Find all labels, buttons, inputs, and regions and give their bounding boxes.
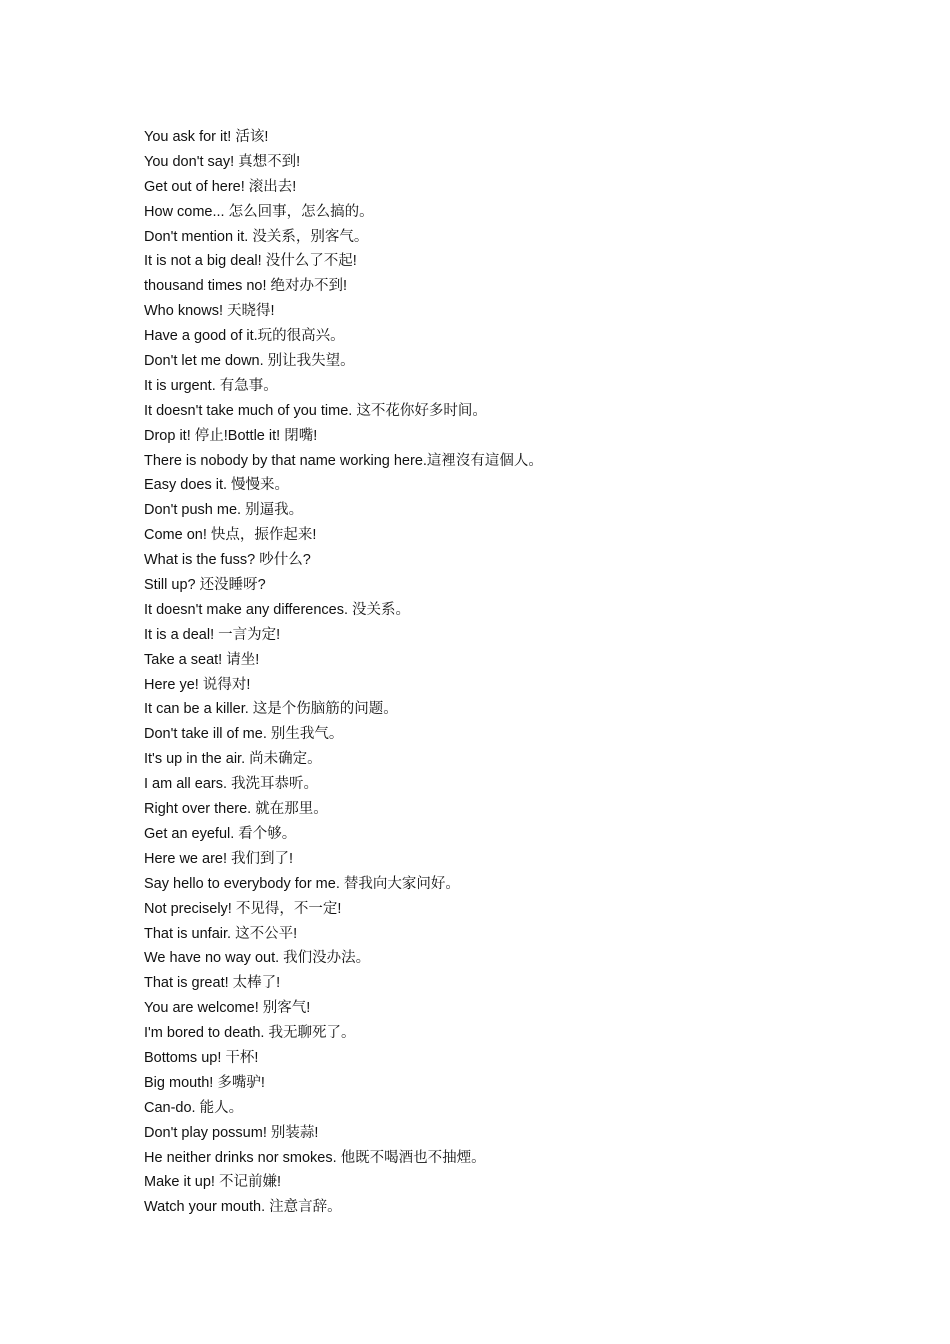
phrase-line: Drop it! 停止!Bottle it! 閉嘴!	[144, 427, 318, 444]
phrase-line: It doesn't take much of you time. 这不花你好多时间。	[144, 402, 487, 419]
phrase-line: Have a good of it.玩的很高兴。	[144, 328, 345, 345]
phrase-line: Take a seat! 请坐!	[144, 651, 260, 668]
phrase-line: It can be a killer. 这是个伤脑筋的问题。	[144, 701, 398, 718]
phrase-line: Here we are! 我们到了!	[144, 850, 294, 867]
phrase-line: You are welcome! 别客气!	[144, 1000, 311, 1017]
phrase-line: Big mouth! 多嘴驴!	[144, 1074, 265, 1091]
phrase-line: Can-do. 能人。	[144, 1099, 244, 1116]
phrase-line: Bottoms up! 干杯!	[144, 1049, 259, 1066]
phrase-line: Don't take ill of me. 别生我气。	[144, 726, 344, 743]
phrase-line: I'm bored to death. 我无聊死了。	[144, 1025, 356, 1042]
phrase-line: Come on! 快点，振作起来!	[144, 527, 317, 544]
phrase-line: How come... 怎么回事，怎么搞的。	[144, 203, 374, 220]
phrase-line: Don't push me. 别逼我。	[144, 502, 304, 519]
phrase-line: Right over there. 就在那里。	[144, 801, 328, 818]
phrase-line: It is not a big deal! 没什么了不起!	[144, 253, 357, 270]
phrase-line: That is great! 太棒了!	[144, 975, 281, 992]
phrase-line: He neither drinks nor smokes. 他既不喝酒也不抽煙。	[144, 1149, 486, 1166]
phrase-line: I am all ears. 我洗耳恭听。	[144, 776, 319, 793]
phrase-line: Watch your mouth. 注意言辞。	[144, 1199, 342, 1216]
phrase-line: thousand times no! 绝对办不到!	[144, 278, 348, 295]
phrase-line: It doesn't make any differences. 没关系。	[144, 601, 411, 618]
phrase-line: It is urgent. 有急事。	[144, 377, 278, 394]
phrase-line: Not precisely! 不见得，不一定!	[144, 900, 342, 917]
phrase-line: We have no way out. 我们没办法。	[144, 950, 371, 967]
phrase-line: Get out of here! 滚出去!	[144, 178, 297, 195]
phrase-line: Don't play possum! 别装蒜!	[144, 1124, 319, 1141]
phrase-line: Still up? 还没睡呀?	[144, 577, 266, 594]
phrase-line: Make it up! 不记前嫌!	[144, 1174, 281, 1191]
phrase-line: It is a deal! 一言为定!	[144, 626, 281, 643]
phrase-line: Here ye! 说得对!	[144, 676, 251, 693]
phrase-line: You don't say! 真想不到!	[144, 153, 301, 170]
phrase-line: It's up in the air. 尚未确定。	[144, 751, 322, 768]
phrase-line: Easy does it. 慢慢来。	[144, 477, 290, 494]
phrase-line: That is unfair. 这不公平!	[144, 925, 298, 942]
phrase-list	[144, 126, 543, 1221]
phrase-line: There is nobody by that name working here.這裡沒有這個人。	[144, 452, 543, 469]
phrase-line: Don't let me down. 别让我失望。	[144, 353, 355, 370]
phrase-line: You ask for it! 活该!	[144, 129, 269, 145]
phrase-line: Get an eyeful. 看个够。	[144, 825, 297, 842]
phrase-line: What is the fuss? 吵什么?	[144, 552, 311, 569]
phrase-line: Who knows! 天晓得!	[144, 303, 275, 320]
phrase-line: Don't mention it. 没关系，别客气。	[144, 228, 369, 245]
phrase-line: Say hello to everybody for me. 替我向大家问好。	[144, 875, 460, 892]
